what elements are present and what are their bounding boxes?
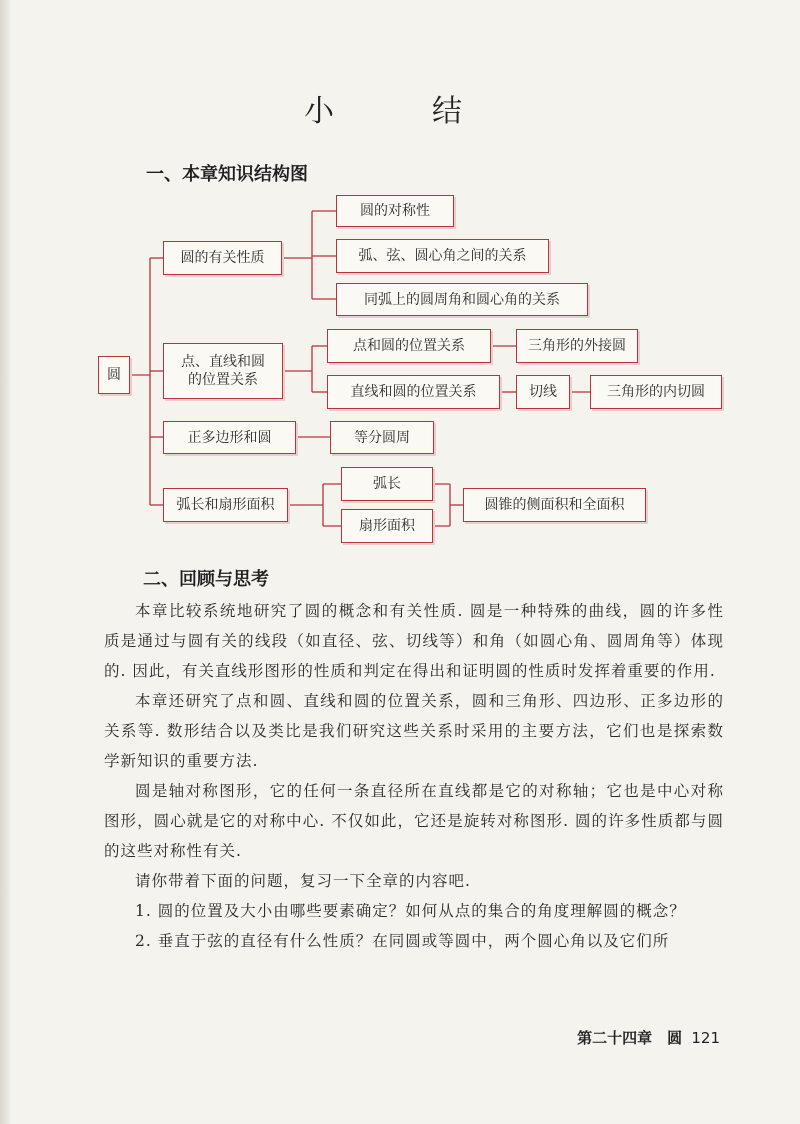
node-circle-properties: 圆的有关性质	[163, 241, 282, 275]
node-symmetry: 圆的对称性	[336, 195, 454, 227]
review-paragraph-3: 圆是轴对称图形，它的任何一条直径所在直线都是它的对称轴；它也是中心对称图形，圆心就是它的对称中心. 不仅如此，它还是旋转对称图形. 圆的许多性质都与圆的这些对称性有关.	[104, 782, 724, 860]
page-number: 121	[691, 1029, 720, 1047]
node-circle-root: 圆	[98, 356, 130, 394]
node-line-circle: 直线和圆的位置关系	[327, 375, 500, 409]
review-paragraph-2: 本章还研究了点和圆、直线和圆的位置关系，圆和三角形、四边形、正多边形的关系等. 数形结合以及类比是我们研究这些关系时采用的主要方法，它们也是探索数学新知识的重要方法.	[104, 692, 724, 770]
section-heading-structure: 一、本章知识结构图	[146, 164, 308, 185]
node-arc-chord-angle: 弧、弦、圆心角之间的关系	[336, 239, 549, 273]
knowledge-structure-diagram	[0, 0, 800, 560]
review-question-1: 1. 圆的位置及大小由哪些要素确定？如何从点的集合的角度理解圆的概念？	[135, 902, 686, 920]
review-paragraph-1: 本章比较系统地研究了圆的概念和有关性质. 圆是一种特殊的曲线，圆的许多性质是通过与圆有关的线段（如直径、弦、切线等）和角（如圆心角、圆周角等）体现的. 因此，有关直线形图形的性质和判定在得出和证明圆的性质时发挥着重要的作用.	[104, 602, 724, 680]
node-cone-area: 圆锥的侧面积和全面积	[463, 488, 646, 522]
node-tangent: 切线	[516, 375, 570, 409]
node-incircle: 三角形的内切圆	[590, 375, 722, 409]
review-question-2: 2. 垂直于弦的直径有什么性质？在同圆或等圆中，两个圆心角以及它们所	[135, 932, 670, 950]
node-position-line1: 点、直线和圆	[181, 354, 265, 370]
node-arc-length: 弧长	[341, 467, 433, 501]
section-heading-review: 二、回顾与思考	[143, 569, 269, 590]
node-sector-area: 扇形面积	[341, 509, 433, 543]
node-circumcircle: 三角形的外接圆	[516, 329, 638, 363]
page-title: 小 结	[304, 94, 496, 129]
review-text	[104, 596, 724, 956]
node-arc-sector: 弧长和扇形面积	[163, 488, 288, 522]
footer-chapter: 第二十四章 圆	[577, 1029, 683, 1047]
node-point-circle: 点和圆的位置关系	[327, 329, 491, 363]
node-regular-polygon: 正多边形和圆	[163, 421, 296, 454]
node-inscribed-angle: 同弧上的圆周角和圆心角的关系	[336, 283, 588, 316]
review-paragraph-4: 请你带着下面的问题，复习一下全章的内容吧.	[135, 872, 471, 890]
node-position-relations	[163, 343, 283, 399]
page-footer	[577, 1027, 720, 1048]
node-position-line2: 的位置关系	[188, 372, 258, 388]
node-equal-division: 等分圆周	[330, 421, 434, 454]
